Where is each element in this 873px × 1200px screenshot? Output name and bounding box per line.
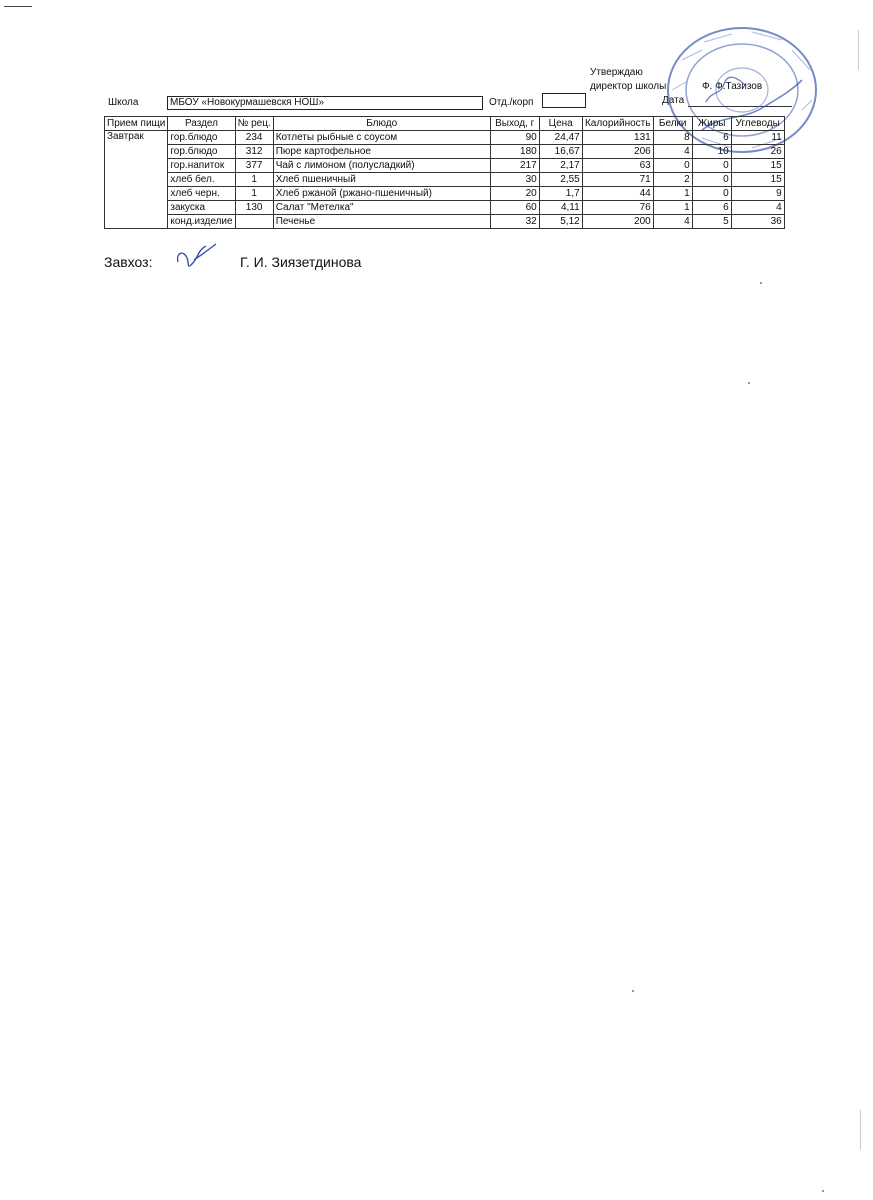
yield-cell: 180 (490, 145, 539, 159)
price-cell: 5,12 (539, 215, 582, 229)
rec-cell: 130 (235, 201, 273, 215)
kcal-cell: 71 (582, 173, 653, 187)
protein-cell: 1 (653, 201, 692, 215)
table-row (105, 187, 785, 201)
rec-cell: 1 (235, 187, 273, 201)
carbs-cell: 36 (731, 215, 784, 229)
col-header: Углеводы (731, 117, 784, 131)
table-row (105, 201, 785, 215)
section-cell: хлеб бел. (168, 173, 235, 187)
scan-speck (760, 282, 762, 284)
col-header: Белки (653, 117, 692, 131)
price-cell: 1,7 (539, 187, 582, 201)
otd-label: Отд./корп (489, 97, 534, 108)
price-cell: 2,55 (539, 173, 582, 187)
handwritten-signature (172, 240, 220, 274)
fat-cell: 0 (692, 187, 731, 201)
col-header: Блюдо (273, 117, 490, 131)
fat-cell: 0 (692, 159, 731, 173)
section-cell: конд.изделие (168, 215, 235, 229)
price-cell: 16,67 (539, 145, 582, 159)
signer-name: Г. И. Зиязетдинова (240, 254, 362, 270)
scan-edge-mark (860, 1110, 861, 1150)
school-field (167, 96, 483, 110)
fat-cell: 0 (692, 173, 731, 187)
kcal-cell: 131 (582, 131, 653, 145)
rec-cell: 234 (235, 131, 273, 145)
protein-cell: 8 (653, 131, 692, 145)
rec-cell: 312 (235, 145, 273, 159)
col-header: Выход, г (490, 117, 539, 131)
yield-cell: 32 (490, 215, 539, 229)
section-cell: гор.блюдо (168, 145, 235, 159)
role-label: Завхоз: (104, 254, 153, 270)
section-cell: гор.напиток (168, 159, 235, 173)
table-row (105, 173, 785, 187)
protein-cell: 4 (653, 145, 692, 159)
section-cell: закуска (168, 201, 235, 215)
dish-cell: Хлеб пшеничный (273, 173, 490, 187)
dish-cell: Салат "Метелка" (273, 201, 490, 215)
kcal-cell: 200 (582, 215, 653, 229)
rec-cell (235, 215, 273, 229)
price-cell: 4,11 (539, 201, 582, 215)
col-header: Жиры (692, 117, 731, 131)
kcal-cell: 76 (582, 201, 653, 215)
carbs-cell: 15 (731, 173, 784, 187)
yield-cell: 60 (490, 201, 539, 215)
dish-cell: Котлеты рыбные с соусом (273, 131, 490, 145)
scan-speck (748, 382, 750, 384)
yield-cell: 90 (490, 131, 539, 145)
yield-cell: 20 (490, 187, 539, 201)
carbs-cell: 15 (731, 159, 784, 173)
table-row (105, 131, 785, 145)
yield-cell: 30 (490, 173, 539, 187)
kcal-cell: 206 (582, 145, 653, 159)
carbs-cell: 4 (731, 201, 784, 215)
carbs-cell: 11 (731, 131, 784, 145)
col-header: Цена (539, 117, 582, 131)
carbs-cell: 26 (731, 145, 784, 159)
scan-edge-mark (858, 30, 859, 70)
carbs-cell: 9 (731, 187, 784, 201)
top-left-mark (4, 6, 32, 7)
fat-cell: 6 (692, 201, 731, 215)
table-row (105, 145, 785, 159)
col-header: № рец. (235, 117, 273, 131)
protein-cell: 0 (653, 159, 692, 173)
fat-cell: 6 (692, 131, 731, 145)
school-name: МБОУ «Новокурмашевскя НОШ» (170, 97, 325, 108)
col-header: Калорийность (582, 117, 653, 131)
dish-cell: Чай с лимоном (полусладкий) (273, 159, 490, 173)
rec-cell: 1 (235, 173, 273, 187)
dish-cell: Пюре картофельное (273, 145, 490, 159)
rec-cell: 377 (235, 159, 273, 173)
menu-table (104, 116, 785, 229)
protein-cell: 2 (653, 173, 692, 187)
scan-speck (822, 1190, 824, 1192)
fat-cell: 10 (692, 145, 731, 159)
protein-cell: 4 (653, 215, 692, 229)
col-header: Прием пищи (105, 117, 168, 131)
director-label: директор школы (590, 81, 667, 92)
kcal-cell: 63 (582, 159, 653, 173)
date-label: Дата (662, 95, 685, 106)
scan-speck (632, 990, 634, 992)
price-cell: 2,17 (539, 159, 582, 173)
dish-cell: Хлеб ржаной (ржано-пшеничный) (273, 187, 490, 201)
col-header: Раздел (168, 117, 235, 131)
protein-cell: 1 (653, 187, 692, 201)
section-cell: гор.блюдо (168, 131, 235, 145)
meal-cell: Завтрак (105, 131, 168, 229)
price-cell: 24,47 (539, 131, 582, 145)
director-name: Ф. Ф.Тазизов (702, 81, 763, 92)
fat-cell: 5 (692, 215, 731, 229)
section-cell: хлеб черн. (168, 187, 235, 201)
table-header-row (105, 117, 785, 131)
otd-field (542, 93, 586, 108)
yield-cell: 217 (490, 159, 539, 173)
approve-label: Утверждаю (590, 67, 643, 78)
kcal-cell: 44 (582, 187, 653, 201)
table-row (105, 159, 785, 173)
table-row (105, 215, 785, 229)
dish-cell: Печенье (273, 215, 490, 229)
school-label: Школа (108, 97, 139, 108)
